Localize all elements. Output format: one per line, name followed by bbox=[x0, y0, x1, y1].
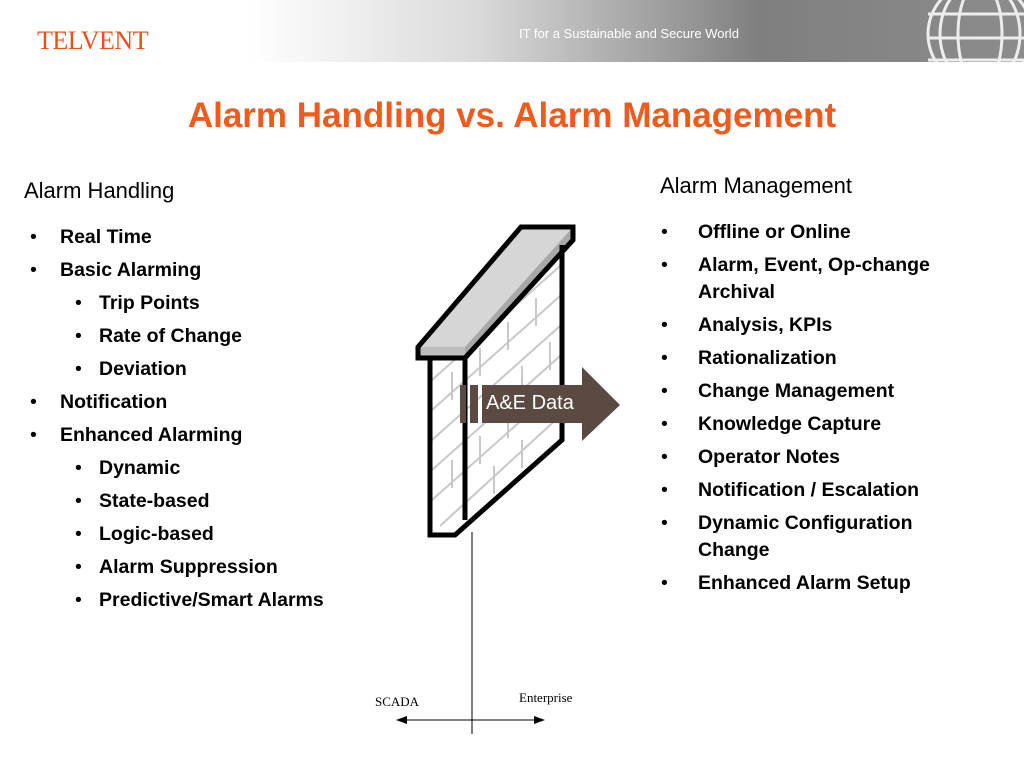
item-text: Enhanced Alarm Setup bbox=[698, 572, 911, 594]
bullet-icon: • bbox=[75, 457, 82, 479]
bullet-icon: • bbox=[661, 512, 668, 534]
enterprise-label: Enterprise bbox=[519, 690, 573, 705]
item-text: Rationalization bbox=[698, 347, 837, 369]
item-text: Notification / Escalation bbox=[698, 479, 920, 501]
bullet-icon: • bbox=[30, 424, 37, 446]
item-text: Dynamic Configuration bbox=[698, 512, 913, 534]
bullet-icon: • bbox=[75, 292, 82, 314]
bullet-icon: • bbox=[75, 325, 82, 347]
bullet-icon: • bbox=[661, 380, 668, 402]
item-text: Alarm Suppression bbox=[99, 556, 278, 578]
bullet-icon: • bbox=[661, 254, 668, 276]
item-text: Trip Points bbox=[99, 292, 200, 314]
bullet-icon: • bbox=[75, 358, 82, 380]
bullet-icon: • bbox=[30, 391, 37, 413]
item-text: Real Time bbox=[60, 226, 152, 248]
slide-title: Alarm Handling vs. Alarm Management bbox=[187, 96, 837, 135]
bullet-icon: • bbox=[75, 523, 82, 545]
tagline: IT for a Sustainable and Secure World bbox=[519, 26, 739, 41]
bullet-icon: • bbox=[30, 259, 37, 281]
item-text: Offline or Online bbox=[698, 221, 851, 243]
item-text: Knowledge Capture bbox=[698, 413, 882, 435]
item-text: Operator Notes bbox=[698, 446, 840, 468]
telvent-logo: TELVENT bbox=[37, 26, 149, 55]
bullet-icon: • bbox=[661, 479, 668, 501]
bullet-icon: • bbox=[75, 490, 82, 512]
item-text: Analysis, KPIs bbox=[698, 314, 833, 336]
bullet-icon: • bbox=[661, 572, 668, 594]
item-text: State-based bbox=[99, 490, 210, 512]
bullet-icon: • bbox=[30, 226, 37, 248]
item-text: Deviation bbox=[99, 358, 187, 380]
bullet-icon: • bbox=[661, 446, 668, 468]
scada-label: SCADA bbox=[375, 694, 420, 709]
bullet-icon: • bbox=[661, 413, 668, 435]
item-text: Predictive/Smart Alarms bbox=[99, 589, 324, 611]
item-text: Enhanced Alarming bbox=[60, 424, 243, 446]
bullet-icon: • bbox=[75, 556, 82, 578]
alarm-management-heading: Alarm Management bbox=[660, 173, 852, 198]
item-text-continued: Archival bbox=[698, 281, 775, 303]
item-text: Logic-based bbox=[99, 523, 214, 545]
ae-data-label: A&E Data bbox=[486, 392, 574, 414]
bullet-icon: • bbox=[661, 314, 668, 336]
bullet-icon: • bbox=[661, 347, 668, 369]
item-text: Rate of Change bbox=[99, 325, 243, 347]
alarm-handling-heading: Alarm Handling bbox=[24, 178, 175, 203]
bullet-icon: • bbox=[661, 221, 668, 243]
item-text: Notification bbox=[60, 391, 168, 413]
item-text: Alarm, Event, Op-change bbox=[698, 254, 930, 276]
item-text: Change Management bbox=[698, 380, 895, 402]
item-text: Basic Alarming bbox=[60, 259, 202, 281]
item-text-continued: Change bbox=[698, 539, 770, 561]
bullet-icon: • bbox=[75, 589, 82, 611]
item-text: Dynamic bbox=[99, 457, 181, 479]
